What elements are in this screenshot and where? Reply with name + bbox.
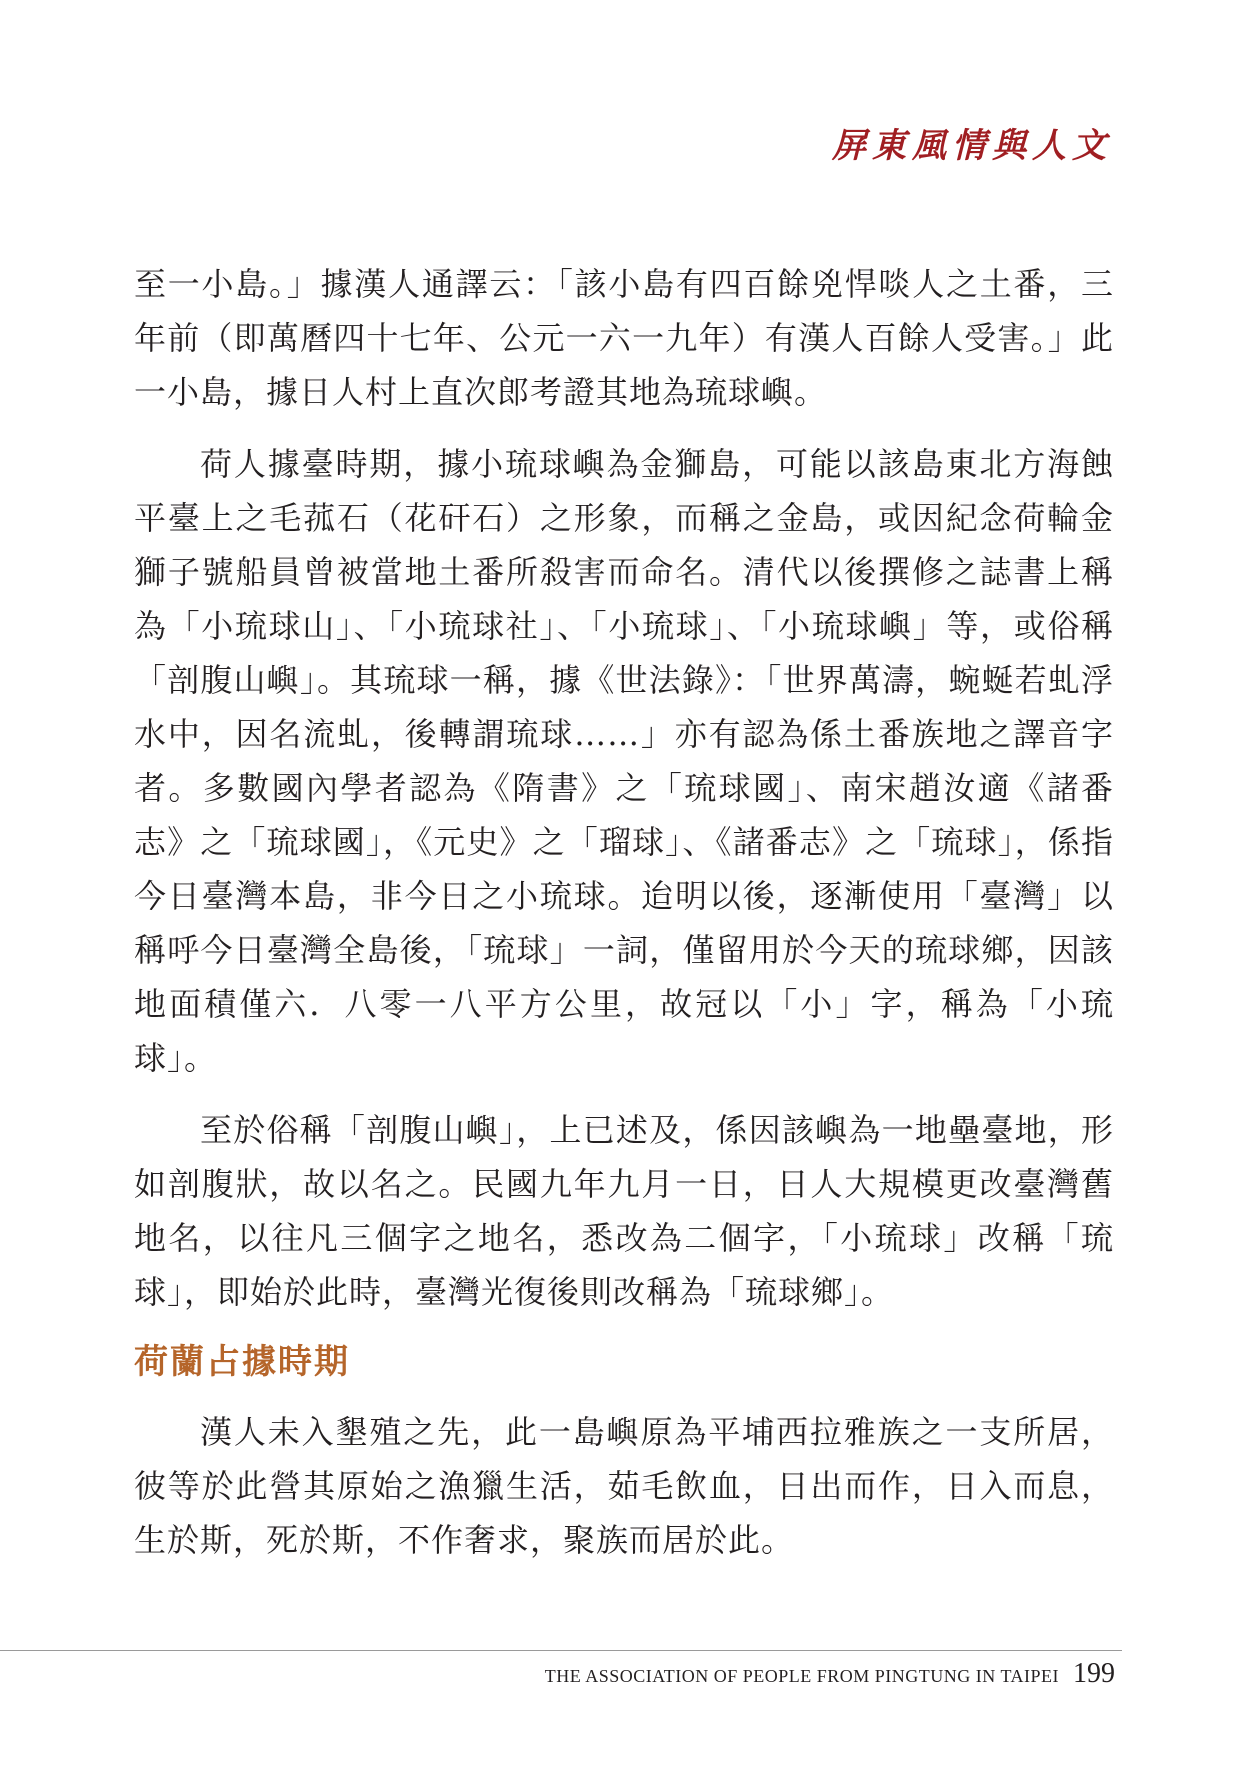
- footer-association-name: THE ASSOCIATION OF PEOPLE FROM PINGTUNG IN TAIPEI: [544, 1666, 1059, 1686]
- page-number: 199: [1073, 1658, 1115, 1689]
- paragraph-continuation: 至一小島。」據漢人通譯云：「該小島有四百餘兇悍啖人之土番，三年前（即萬曆四十七年、公元一六一九年）有漢人百餘人受害。」此一小島，據日人村上直次郎考證其地為琉球嶼。: [134, 265, 1114, 411]
- paragraph-pouxiang-name: 至於俗稱「剖腹山嶼」，上已述及，係因該嶼為一地壘臺地，形如剖腹狀，故以名之。民國九年九月一日，日人大規模更改臺灣舊地名，以往凡三個字之地名，悉改為二個字，「小琉球」改稱「琉球」，即始於此時，臺灣光復後則改稱為「琉球鄉」。: [134, 1111, 1114, 1311]
- paragraph-lamey-names: 荷人據臺時期，據小琉球嶼為金獅島，可能以該島東北方海蝕平臺上之毛菰石（花矸石）之形象，而稱之金島，或因紀念荷輪金獅子號船員曾被當地土番所殺害而命名。清代以後撰修之誌書上稱為「小琉球山」、「小琉球社」、「小琉球」、「小琉球嶼」等，或俗稱「剖腹山嶼」。其琉球一稱，據《世法錄》：「世界萬濤，蜿蜒若虬浮水中，因名流虬，後轉謂琉球……」亦有認為係土番族地之譯音字者。多數國內學者認為《隋書》之「琉球國」、南宋趙汝適《諸番志》之「琉球國」，《元史》之「瑠球」、《諸番志》之「琉球」，係指今日臺灣本島，非今日之小琉球。迨明以後，逐漸使用「臺灣」以稱呼今日臺灣全島後，「琉球」一詞，僅留用於今天的琉球鄉，因該地面積僅六．八零一八平方公里，故冠以「小」字，稱為「小琉球」。: [134, 445, 1114, 1077]
- page-footer: [545, 1658, 1115, 1690]
- main-content: [134, 257, 1114, 1585]
- running-header-title: 屏東風情與人文: [832, 126, 1112, 166]
- paragraph-siraya: 漢人未入墾殖之先，此一島嶼原為平埔西拉雅族之一支所居，彼等於此營其原始之漁獵生活，茹毛飲血，日出而作，日入而息，生於斯，死於斯，不作奢求，聚族而居於此。: [134, 1413, 1114, 1559]
- section-heading: 荷蘭占據時期: [134, 1342, 350, 1382]
- footer-divider: [0, 1650, 1122, 1651]
